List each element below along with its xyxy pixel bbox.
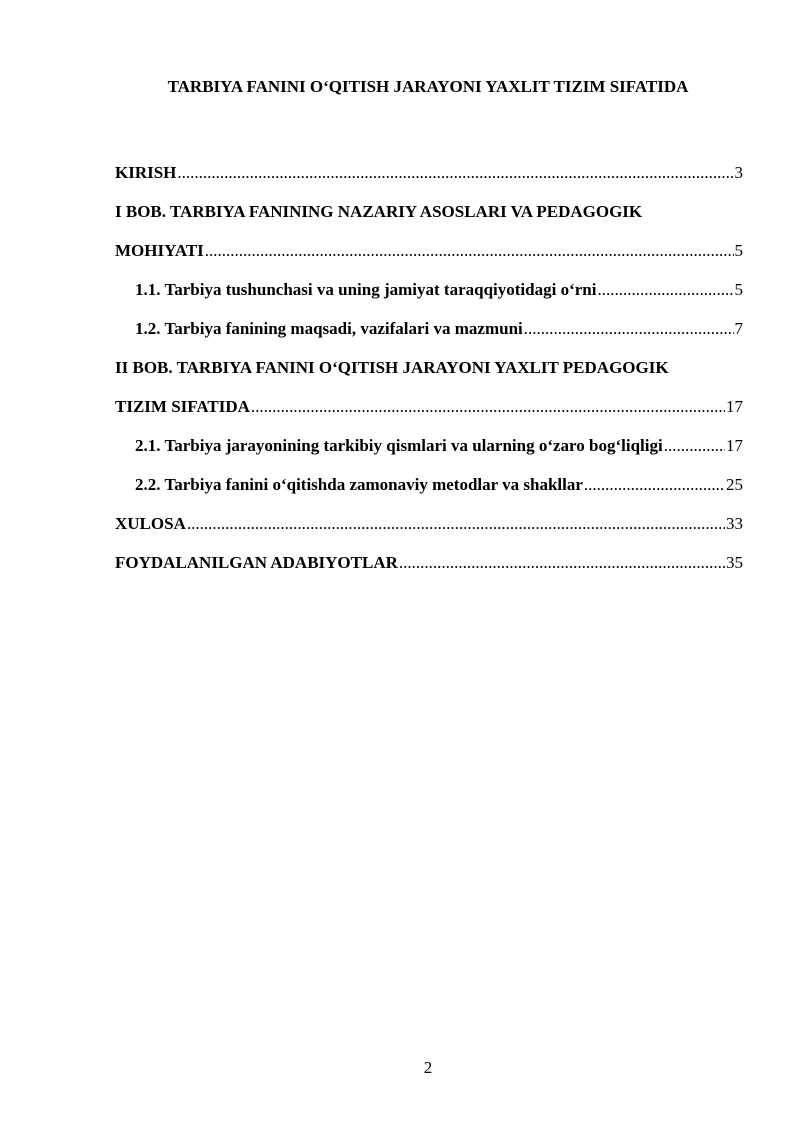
toc-label-line1: I BOB. TARBIYA FANINING NAZARIY ASOSLARI VA PEDAGOGIK bbox=[115, 202, 643, 221]
toc-page-number: 17 bbox=[726, 436, 743, 455]
toc-entry-adabiyotlar[interactable] bbox=[115, 550, 743, 589]
toc-entry-1-1[interactable] bbox=[115, 277, 743, 316]
toc-label: 2.1. Tarbiya jarayonining tarkibiy qismlari va ularning o‘zaro bog‘liqligi bbox=[135, 436, 663, 455]
toc-page-number: 7 bbox=[734, 319, 743, 338]
toc-entry-kirish[interactable] bbox=[115, 160, 743, 199]
toc-leader bbox=[251, 394, 725, 420]
toc-entry-1-2[interactable] bbox=[115, 316, 743, 355]
toc-entry-2-1[interactable] bbox=[115, 433, 743, 472]
toc-label: XULOSA bbox=[115, 514, 186, 533]
toc-entry-2-2[interactable] bbox=[115, 472, 743, 511]
toc-leader bbox=[524, 316, 734, 342]
toc-leader bbox=[399, 550, 725, 576]
toc-page-number: 35 bbox=[726, 553, 743, 572]
toc-label-line1: II BOB. TARBIYA FANINI O‘QITISH JARAYONI YAXLIT PEDAGOGIK bbox=[115, 358, 669, 377]
toc-entry-bob1-line2 bbox=[115, 238, 743, 277]
toc-entry-bob1[interactable] bbox=[115, 199, 743, 277]
toc-leader bbox=[664, 433, 725, 459]
toc-label-line2: TIZIM SIFATIDA bbox=[115, 397, 250, 416]
toc-page-number: 33 bbox=[726, 514, 743, 533]
document-title: TARBIYA FANINI O‘QITISH JARAYONI YAXLIT TIZIM SIFATIDA bbox=[167, 77, 689, 96]
toc-entry-xulosa[interactable] bbox=[115, 511, 743, 550]
toc-leader bbox=[597, 277, 733, 303]
toc-label: 1.1. Tarbiya tushunchasi va uning jamiyat taraqqiyotidagi o‘rni bbox=[135, 280, 597, 299]
toc-label-line2: MOHIYATI bbox=[115, 241, 204, 260]
toc-label: 1.2. Tarbiya fanining maqsadi, vazifalari va mazmuni bbox=[135, 319, 523, 338]
toc-label: 2.2. Tarbiya fanini o‘qitishda zamonaviy metodlar va shakllar bbox=[135, 475, 583, 494]
toc-entry-bob2-line2 bbox=[115, 394, 743, 433]
toc-leader bbox=[205, 238, 734, 264]
page-number: 2 bbox=[423, 1058, 433, 1077]
toc-page-number: 25 bbox=[726, 475, 743, 494]
toc-page-number: 5 bbox=[734, 280, 743, 299]
toc-label: FOYDALANILGAN ADABIYOTLAR bbox=[115, 553, 398, 572]
toc-leader bbox=[187, 511, 725, 537]
toc-leader bbox=[177, 160, 733, 186]
table-of-contents bbox=[115, 160, 743, 589]
toc-page-number: 17 bbox=[726, 397, 743, 416]
toc-leader bbox=[584, 472, 725, 498]
toc-entry-bob2[interactable] bbox=[115, 355, 743, 433]
toc-page-number: 5 bbox=[734, 241, 743, 260]
toc-label: KIRISH bbox=[115, 163, 177, 182]
toc-page-number: 3 bbox=[734, 163, 743, 182]
